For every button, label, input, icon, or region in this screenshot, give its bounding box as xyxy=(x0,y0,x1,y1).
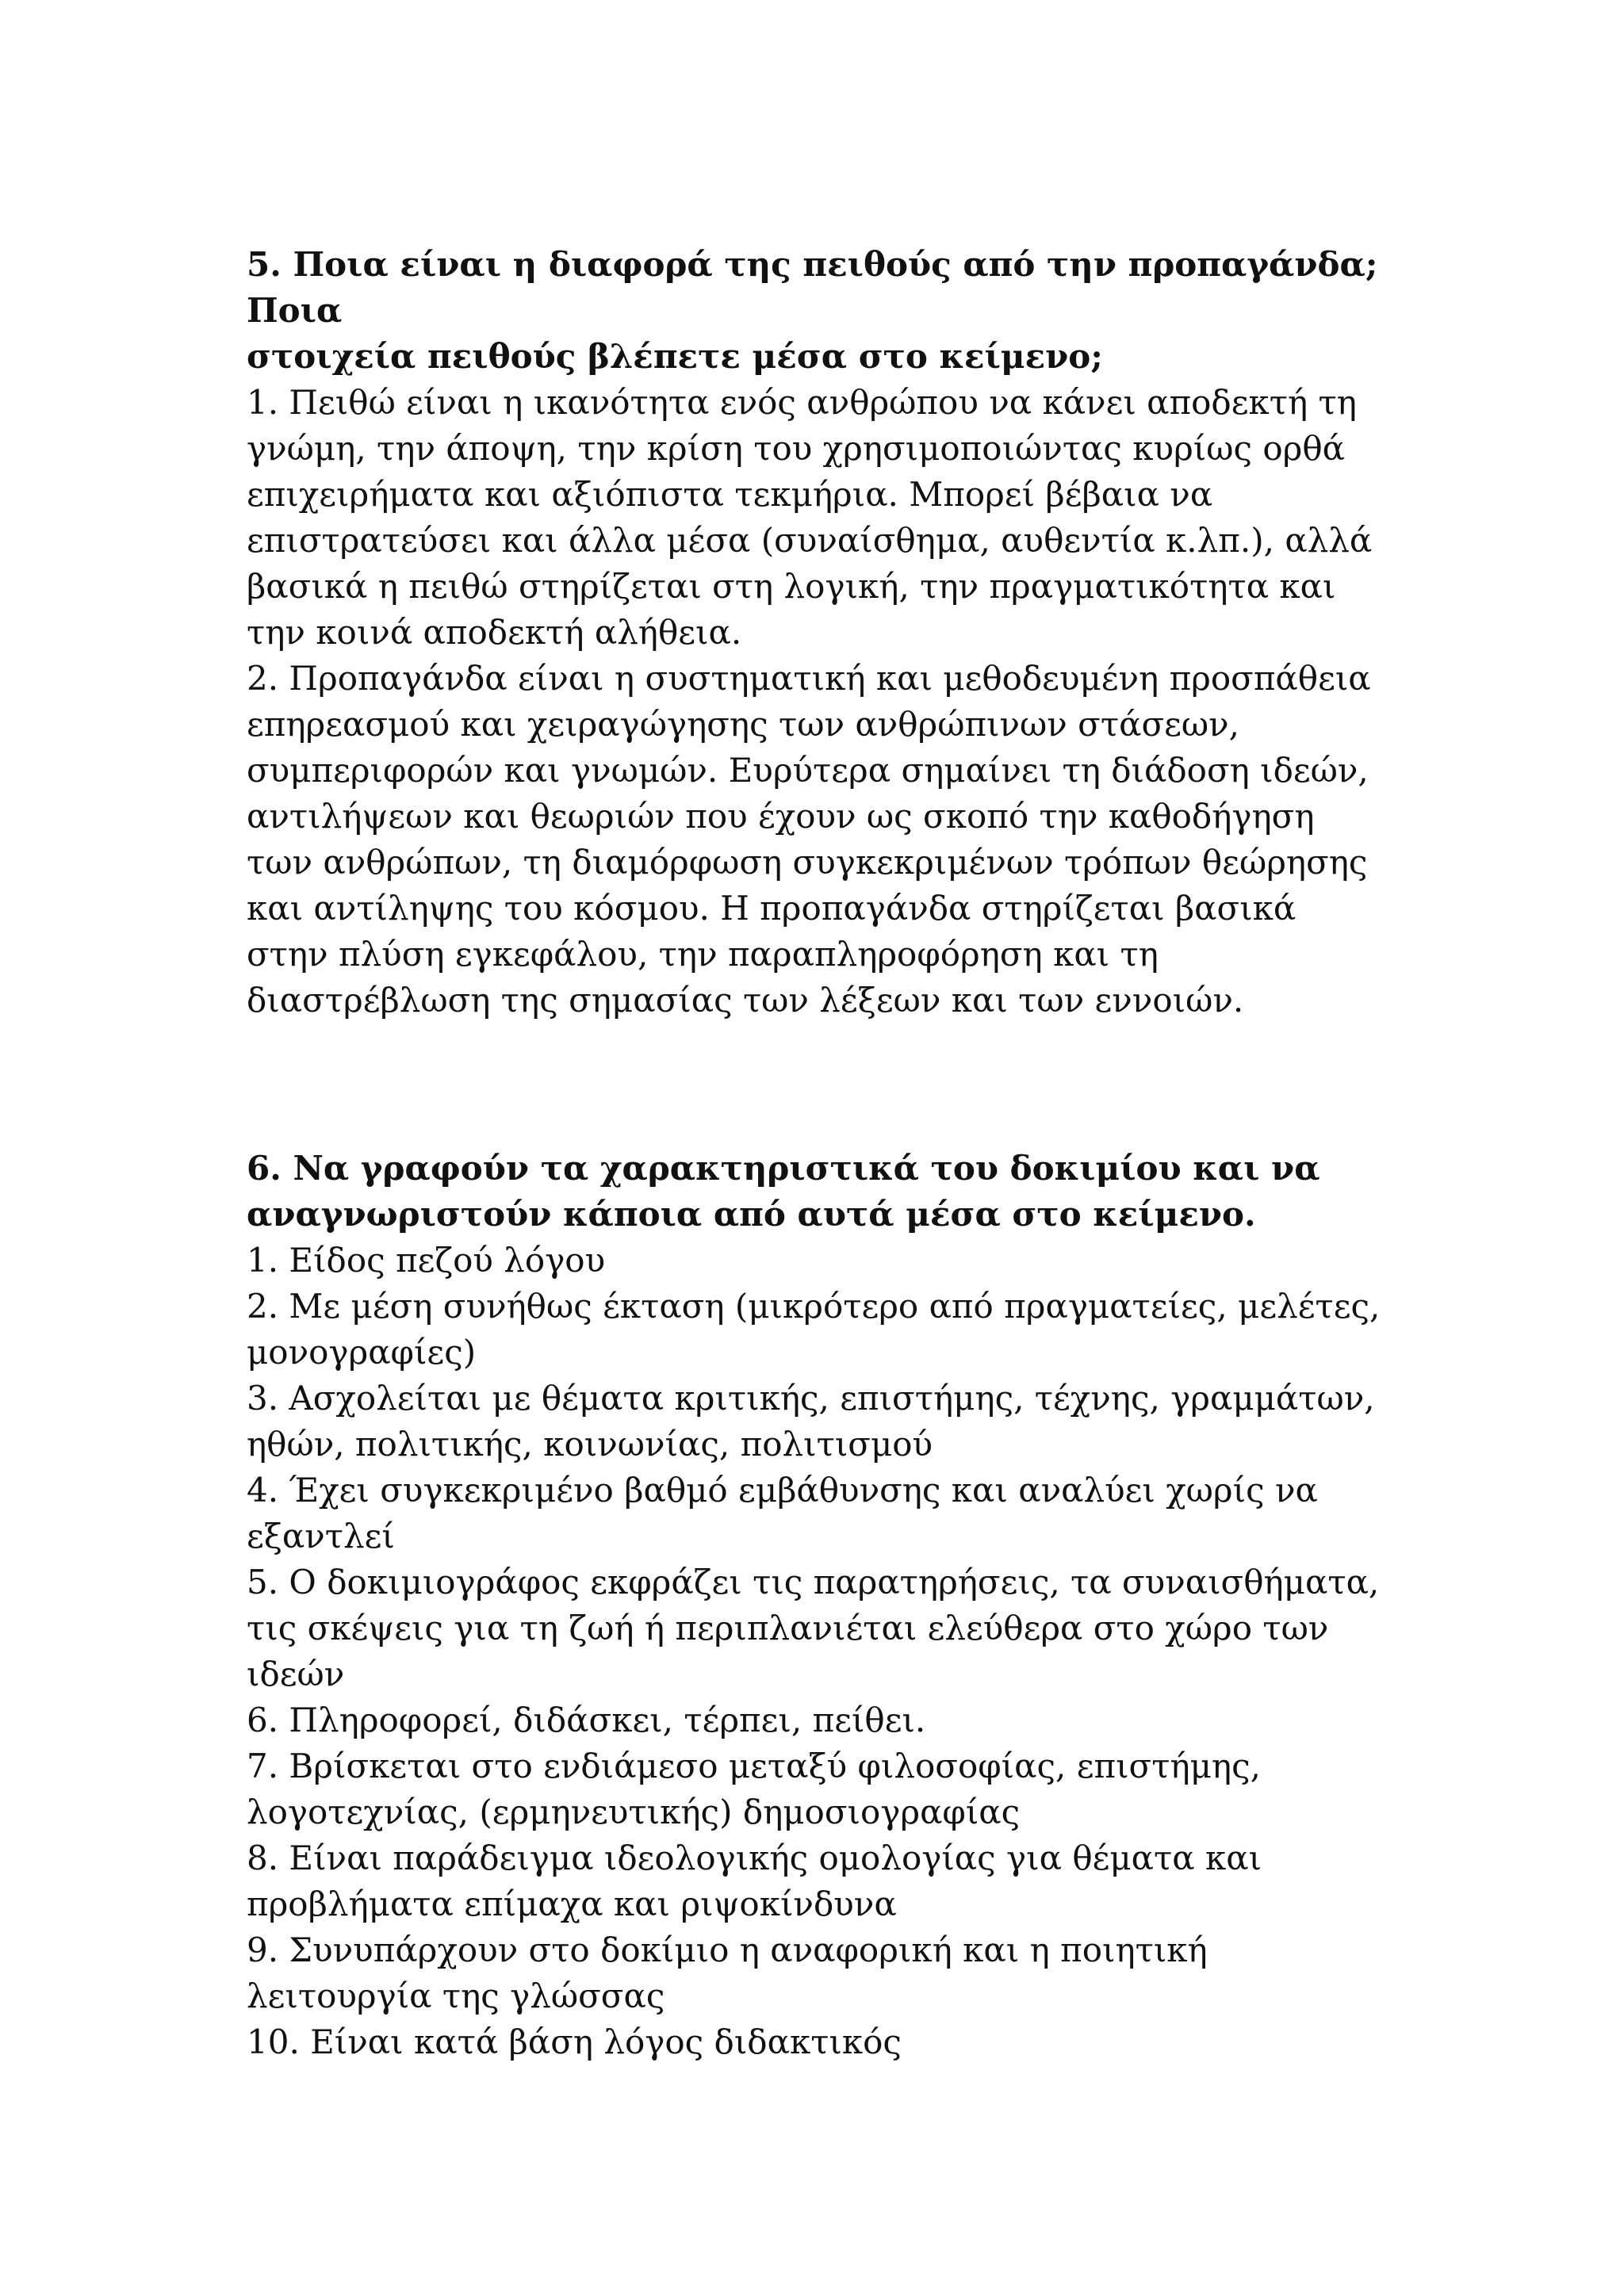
answer-line: 10. Είναι κατά βάση λόγος διδακτικός xyxy=(247,2022,902,2061)
answer-line: ηθών, πολιτικής, κοινωνίας, πολιτισμού xyxy=(247,1425,933,1464)
section-question-5 xyxy=(247,242,1436,1024)
answer-line: αντιλήψεων και θεωριών που έχουν ως σκοπό την καθοδήγηση xyxy=(247,797,1315,836)
answer-line: διαστρέβλωση της σημασίας των λέξεων και των εννοιών. xyxy=(247,981,1244,1020)
answer-line: λογοτεχνίας, (ερμηνευτικής) δημοσιογραφίας xyxy=(247,1793,1021,1831)
answer-line: μονογραφίες) xyxy=(247,1333,477,1372)
answer-line: ιδεών xyxy=(247,1655,345,1693)
answer-5-body xyxy=(247,380,1436,1024)
answer-line: 4. Έχει συγκεκριμένο βαθμό εμβάθυνσης και αναλύει χωρίς να xyxy=(247,1471,1318,1510)
answer-line: 8. Είναι παράδειγμα ιδεολογικής ομολογίας για θέματα και xyxy=(247,1839,1262,1877)
question-5-heading xyxy=(247,242,1436,380)
question-line: στοιχεία πειθούς βλέπετε μέσα στο κείμενο; xyxy=(247,337,1103,376)
question-line: αναγνωριστούν κάποια από αυτά μέσα στο κείμενο. xyxy=(247,1195,1256,1234)
question-6-heading xyxy=(247,1146,1436,1238)
answer-line: 5. Ο δοκιμιογράφος εκφράζει τις παρατηρήσεις, τα συναισθήματα, xyxy=(247,1563,1380,1601)
answer-line: των ανθρώπων, τη διαμόρφωση συγκεκριμένων τρόπων θεώρησης xyxy=(247,843,1368,882)
answer-line: επηρεασμού και χειραγώγησης των ανθρώπινων στάσεων, xyxy=(247,705,1240,744)
answer-line: 1. Είδος πεζού λόγου xyxy=(247,1241,606,1280)
answer-line: προβλήματα επίμαχα και ριψοκίνδυνα xyxy=(247,1885,897,1923)
answer-line: τις σκέψεις για τη ζωή ή περιπλανιέται ελεύθερα στο χώρο των xyxy=(247,1609,1329,1647)
question-line: 6. Να γραφούν τα χαρακτηριστικά του δοκιμίου και να xyxy=(247,1149,1320,1188)
answer-line: συμπεριφορών και γνωμών. Ευρύτερα σημαίνει τη διάδοση ιδεών, xyxy=(247,751,1369,790)
question-line: 5. Ποια είναι η διαφορά της πειθούς από την προπαγάνδα; Ποια xyxy=(247,245,1378,330)
answer-line: 2. Με μέση συνήθως έκταση (μικρότερο από πραγματείες, μελέτες, xyxy=(247,1287,1381,1326)
answer-line: και αντίληψης του κόσμου. Η προπαγάνδα στηρίζεται βασικά xyxy=(247,889,1297,928)
answer-line: επιχειρήματα και αξιόπιστα τεκμήρια. Μπορεί βέβαια να xyxy=(247,475,1213,514)
answer-line: 2. Προπαγάνδα είναι η συστηματική και μεθοδευμένη προσπάθεια xyxy=(247,659,1371,698)
answer-line: λειτουργία της γλώσσας xyxy=(247,1976,665,2015)
answer-line: βασικά η πειθώ στηρίζεται στη λογική, την πραγματικότητα και xyxy=(247,567,1336,606)
answer-line: εξαντλεί xyxy=(247,1517,395,1556)
answer-line: 7. Βρίσκεται στο ενδιάμεσο μεταξύ φιλοσοφίας, επιστήμης, xyxy=(247,1747,1261,1785)
answer-line: γνώμη, την άποψη, την κρίση του χρησιμοποιώντας κυρίως ορθά xyxy=(247,429,1345,468)
answer-line: 3. Ασχολείται με θέματα κριτικής, επιστήμης, τέχνης, γραμμάτων, xyxy=(247,1379,1375,1418)
answer-line: την κοινά αποδεκτή αλήθεια. xyxy=(247,613,742,652)
answer-line: στην πλύση εγκεφάλου, την παραπληροφόρηση και τη xyxy=(247,935,1159,974)
answer-line: 6. Πληροφορεί, διδάσκει, τέρπει, πείθει. xyxy=(247,1701,926,1739)
section-question-6 xyxy=(247,1146,1436,2065)
answer-6-body xyxy=(247,1238,1436,2065)
answer-line: 9. Συνυπάρχουν στο δοκίμιο η αναφορική και η ποιητική xyxy=(247,1931,1208,1969)
answer-line: επιστρατεύσει και άλλα μέσα (συναίσθημα, αυθεντία κ.λπ.), αλλά xyxy=(247,521,1373,560)
document-page xyxy=(247,242,1436,2065)
answer-line: 1. Πειθώ είναι η ικανότητα ενός ανθρώπου να κάνει αποδεκτή τη xyxy=(247,383,1357,422)
